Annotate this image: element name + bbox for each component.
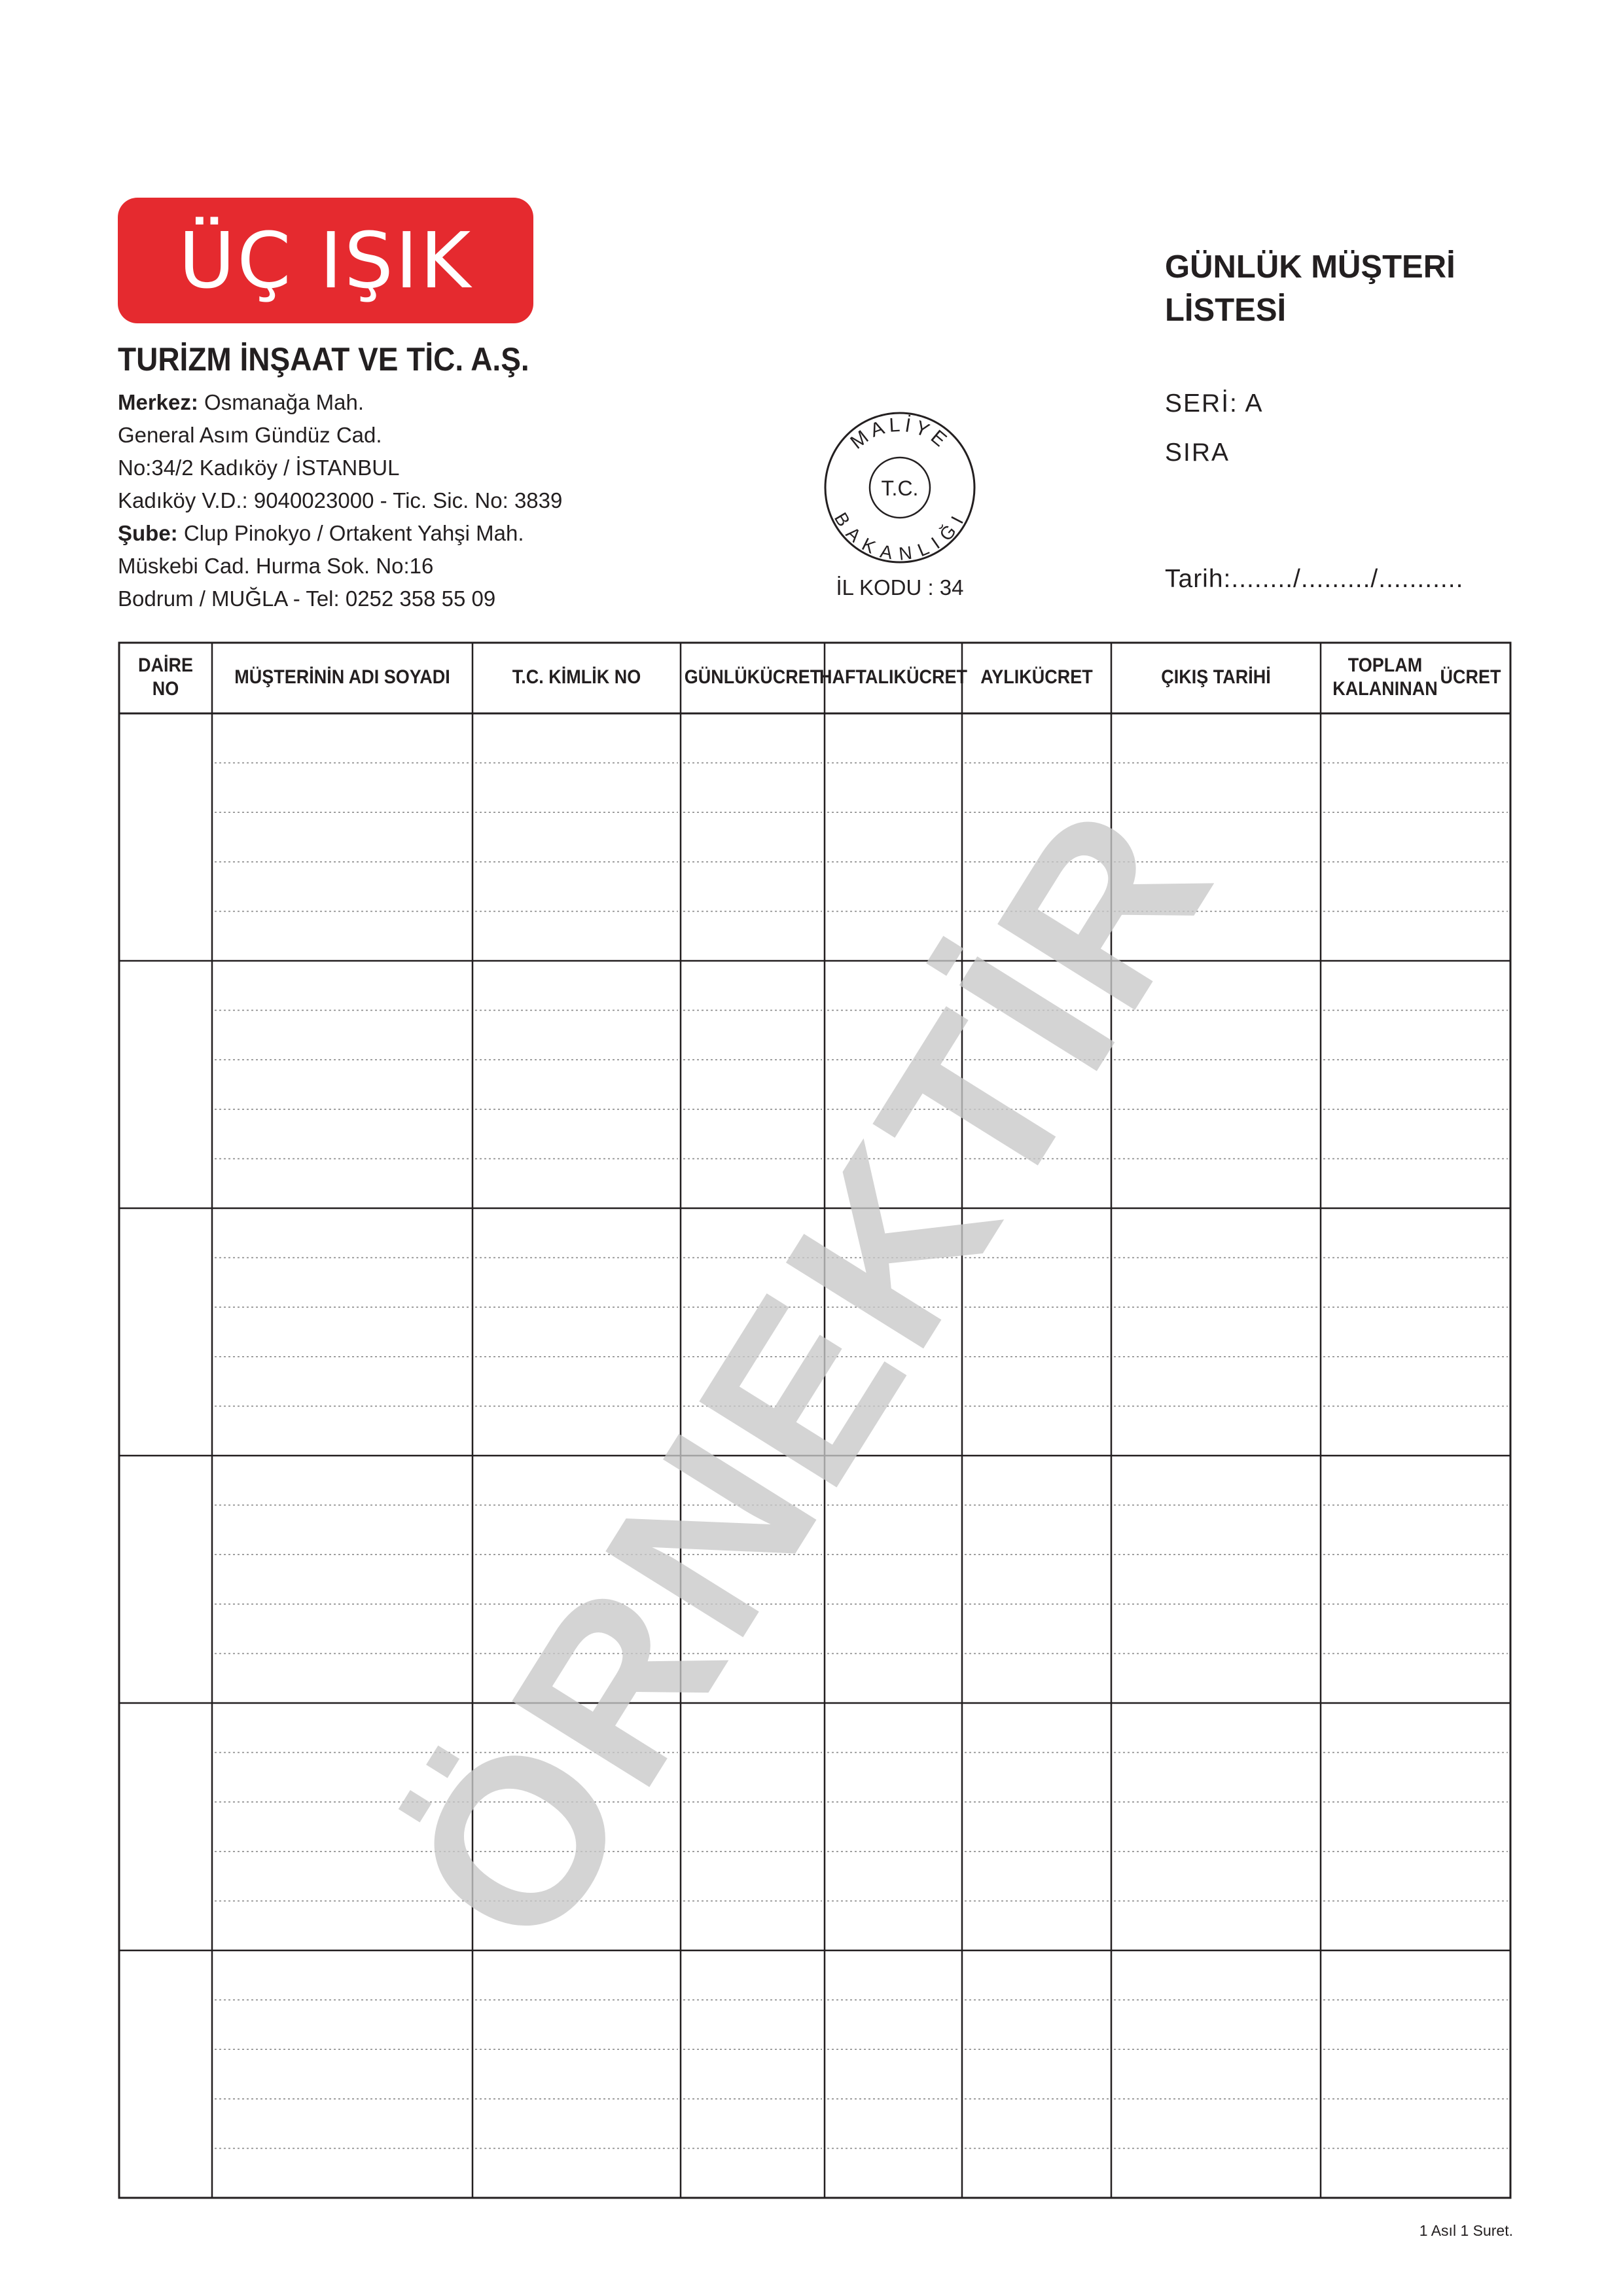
header-cikis-tarihi (1122, 641, 1310, 713)
seri-field: SERİ: A (1165, 389, 1264, 418)
header-aylik-ucret-text: ÜCRET (1031, 666, 1093, 688)
header-daire-no-text: DAİRE NO (137, 655, 194, 700)
ornektir-watermark: ÖRNEKTİR (360, 761, 1263, 1988)
header-toplam-text: TOPLAM KALANINAN (1332, 655, 1438, 700)
copy-note: 1 Asıl 1 Suret. (1419, 2222, 1513, 2239)
header-gunluk-ucret (684, 641, 821, 713)
company-name: TURİZM İNŞAAT VE TİC. A.Ş. (118, 341, 529, 378)
table-border (119, 643, 1510, 2198)
sira-field: SIRA (1165, 439, 1230, 467)
merkez-line2: General Asım Gündüz Cad. (118, 423, 382, 447)
header-musteri-adi (225, 641, 459, 713)
header-gunluk-text: GÜNLÜK (684, 666, 760, 688)
sube-line1: Clup Pinokyo / Ortakent Yahşi Mah. (177, 521, 524, 545)
sube-line3: Bodrum / MUĞLA - Tel: 0252 358 55 09 (118, 586, 496, 611)
stamp-top-arc-text: MALİYE (846, 414, 954, 454)
merkez-label: Merkez: (118, 390, 198, 414)
header-gunluk-ucret-text: ÜCRET (760, 666, 821, 688)
stamp-center-text: T.C. (881, 476, 919, 500)
header-tc-kimlik-text: T.C. KİMLİK NO (512, 666, 641, 688)
tax-line: Kadıköy V.D.: 9040023000 - Tic. Sic. No: 3839 (118, 488, 563, 512)
logo-text: ÜÇ IŞIK (178, 215, 473, 306)
header-aylik-ucret (969, 641, 1103, 713)
header-aylik-text: AYLIK (980, 666, 1032, 688)
sube-line2: Müskebi Cad. Hurma Sok. No:16 (118, 554, 434, 578)
il-kodu: İL KODU : 34 (836, 575, 964, 600)
header-toplam-ucret (1330, 641, 1501, 713)
header-tc-kimlik (483, 641, 670, 713)
header-cikis-tarihi-text: ÇIKIŞ TARİHİ (1161, 666, 1271, 688)
document-title-line2: LİSTESİ (1165, 293, 1287, 328)
tarih-field[interactable]: Tarih:......../........./........... (1165, 565, 1464, 593)
header-toplam-ucret-text: ÜCRET (1440, 666, 1501, 688)
stamp-bottom-arc-text: BAKANLIĞI (830, 509, 970, 564)
header-musteri-adi-text: MÜŞTERİNİN ADI SOYADI (234, 666, 450, 688)
sube-label: Şube: (118, 521, 178, 545)
merkez-line3: No:34/2 Kadıköy / İSTANBUL (118, 456, 400, 480)
header-haftalik-ucret-text: ÜCRET (906, 666, 967, 688)
merkez-line1: Osmanağa Mah. (198, 390, 365, 414)
header-daire-no (124, 641, 207, 713)
header-haftalik-text: HAFTALIK (819, 666, 906, 688)
document-title-line1: GÜNLÜK MÜŞTERİ (1165, 249, 1455, 285)
header-haftalik-ucret (819, 641, 967, 713)
